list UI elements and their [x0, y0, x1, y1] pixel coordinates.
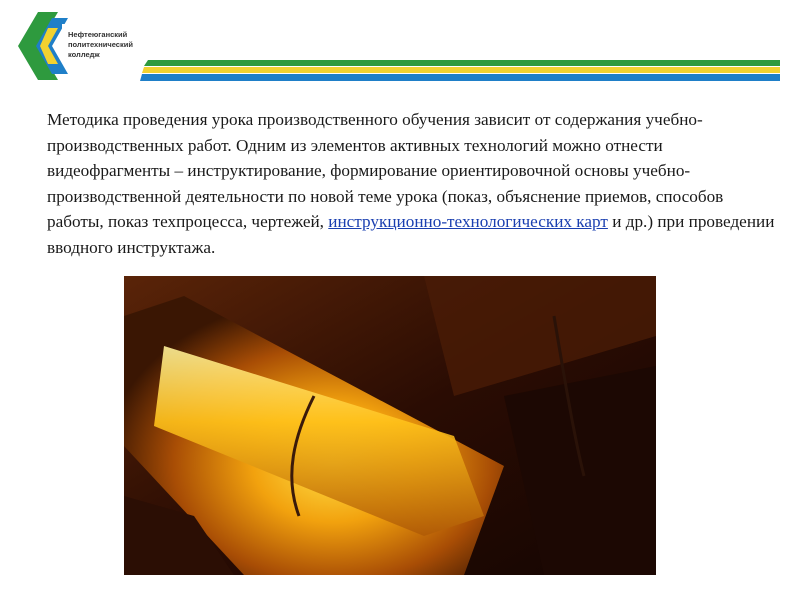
paragraph-text-end: и др.) при проведении вводного инструктажа. — [47, 212, 775, 257]
welding-video-frame[interactable] — [124, 276, 656, 575]
college-name — [68, 30, 158, 60]
college-name-line1: Нефтеюганский — [68, 30, 128, 39]
welding-pipe-image — [124, 276, 656, 575]
college-name-line3: колледж — [68, 50, 100, 59]
lesson-method-paragraph — [47, 107, 777, 260]
paragraph-text-start: Методика проведения урока производственного обучения зависит от содержания учебно-производственных работ. Одним из элементов активных технологий можно отнести видеофрагменты – инструктирование, формирование ориентировочной основы учебно-производственной деятельности по новой теме урока (показ, объяснение приемов, способов работы, показ техпроцесса, чертежей, — [47, 110, 724, 231]
header-stripes — [140, 60, 780, 82]
instruction-cards-link[interactable]: инструкционно-технологических карт — [328, 212, 608, 231]
college-name-line2: политехнический — [68, 40, 133, 49]
